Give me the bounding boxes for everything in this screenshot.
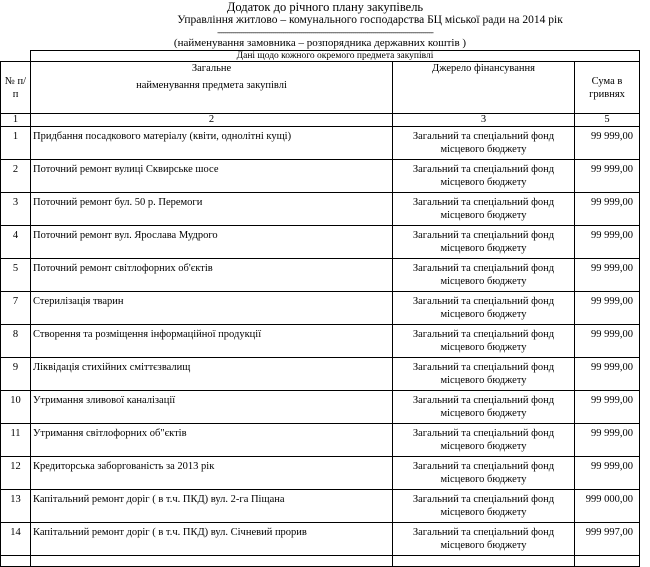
funding-source [393,523,575,556]
table-row [1,259,640,292]
dashed-line: ------------------------------------------------------------------------------------------------------------ [217,27,433,37]
funding-source [393,424,575,457]
row-number: 8 [1,325,31,358]
table-row [1,193,640,226]
row-number: 11 [1,424,31,457]
item-name: Утримання світлофорних об"єктів [31,424,393,457]
funding-source-line2: місцевого бюджету [440,408,527,419]
funding-source [393,259,575,292]
index-row [1,114,640,127]
table-row [1,127,640,160]
amount: 99 999,00 [575,358,640,391]
funding-source-line1: Загальний та спеціальний фонд [412,197,555,208]
table-row [1,358,640,391]
funding-source [393,391,575,424]
row-number: 10 [1,391,31,424]
funding-source-line2: місцевого бюджету [440,309,527,320]
item-name: Утримання зливової каналізації [31,391,393,424]
funding-source [393,490,575,523]
table-row [1,523,640,556]
row-number: 14 [1,523,31,556]
customer-caption: (найменування замовника – розпорядника державних коштів ) [173,37,467,49]
funding-source-line2: місцевого бюджету [440,507,527,518]
funding-source-line1: Загальний та спеціальний фонд [412,395,555,406]
item-name: Капітальний ремонт доріг ( в т.ч. ПКД) вул. 2-га Піщана [31,490,393,523]
row-number: 9 [1,358,31,391]
item-name: Стерилізація тварин [31,292,393,325]
col-name-header-line1: Загальне [191,63,232,74]
col-num-header: № п/п [1,62,31,114]
funding-source-line1: Загальний та спеціальний фонд [412,461,555,472]
amount: 99 999,00 [575,127,640,160]
table-row [1,490,640,523]
funding-source [393,325,575,358]
amount: 99 999,00 [575,424,640,457]
item-name: Поточний ремонт вул. Ярослава Мудрого [31,226,393,259]
funding-source-line2: місцевого бюджету [440,276,527,287]
funding-source [393,127,575,160]
row-number: 2 [1,160,31,193]
funding-source [393,226,575,259]
funding-source-line2: місцевого бюджету [440,177,527,188]
funding-source-line2: місцевого бюджету [440,342,527,353]
funding-source [393,457,575,490]
funding-source [393,160,575,193]
procurement-table [0,50,640,567]
funding-source-line2: місцевого бюджету [440,441,527,452]
table-row [1,424,640,457]
table-row [1,325,640,358]
col-sum-header [575,62,640,114]
subheader-row [1,51,640,62]
item-name: Поточний ремонт світлофорних об'єктів [31,259,393,292]
item-name: Поточний ремонт бул. 50 р. Перемоги [31,193,393,226]
amount: 99 999,00 [575,160,640,193]
col-sum-header-line2: гривнях [589,88,625,100]
amount: 99 999,00 [575,292,640,325]
organization-name: Управління житлово – комунального господарства БЦ міської ради на 2014 рік [177,14,563,26]
funding-source [393,193,575,226]
funding-source-line1: Загальний та спеціальний фонд [412,428,555,439]
amount: 99 999,00 [575,226,640,259]
amount: 99 999,00 [575,325,640,358]
funding-source-line2: місцевого бюджету [440,210,527,221]
funding-source [393,358,575,391]
table-row [1,556,640,567]
table-row [1,226,640,259]
funding-source-line1: Загальний та спеціальний фонд [412,230,555,241]
index-cell: 1 [1,114,31,127]
col-source-header: Джерело фінансування [393,62,575,114]
index-cell: 5 [575,114,640,127]
col-name-header [31,62,393,114]
row-number: 7 [1,292,31,325]
col-name-header-line2: найменування предмета закупівлі [136,80,287,91]
amount: 99 999,00 [575,193,640,226]
item-name: Капітальний ремонт доріг ( в т.ч. ПКД) вул. Січневий прорив [31,523,393,556]
funding-source-line1: Загальний та спеціальний фонд [412,296,555,307]
funding-source-line2: місцевого бюджету [440,144,527,155]
subheader-cell: Дані щодо кожного окремого предмета закупівлі [31,51,640,62]
funding-source-line1: Загальний та спеціальний фонд [412,362,555,373]
item-name: Створення та розміщення інформаційної продукції [31,325,393,358]
funding-source-line1: Загальний та спеціальний фонд [412,164,555,175]
row-number: 13 [1,490,31,523]
amount: 99 999,00 [575,391,640,424]
row-number: 5 [1,259,31,292]
table-row [1,292,640,325]
row-number: 3 [1,193,31,226]
col-sum-header-line1: Сума в [591,75,623,87]
funding-source-line2: місцевого бюджету [440,375,527,386]
funding-source-line1: Загальний та спеціальний фонд [412,494,555,505]
column-header-row [1,62,640,114]
funding-source-line2: місцевого бюджету [440,474,527,485]
amount: 999 000,00 [575,490,640,523]
table-row [1,391,640,424]
item-name: Придбання посадкового матеріалу (квіти, однолітні кущі) [31,127,393,160]
table-row [1,457,640,490]
funding-source-line1: Загальний та спеціальний фонд [412,131,555,142]
document-title: Додаток до річного плану закупівель [226,0,424,14]
item-name: Ліквідація стихійних сміттєзвалищ [31,358,393,391]
index-cell: 2 [31,114,393,127]
funding-source-line2: місцевого бюджету [440,243,527,254]
index-cell: 3 [393,114,575,127]
funding-source [393,292,575,325]
funding-source-line2: місцевого бюджету [440,540,527,551]
table-row [1,160,640,193]
item-name: Кредиторська заборгованість за 2013 рік [31,457,393,490]
funding-source-line1: Загальний та спеціальний фонд [412,329,555,340]
row-number: 1 [1,127,31,160]
funding-source-line1: Загальний та спеціальний фонд [412,527,555,538]
item-name: Поточний ремонт вулиці Сквирське шосе [31,160,393,193]
row-number: 12 [1,457,31,490]
amount: 99 999,00 [575,457,640,490]
row-number: 4 [1,226,31,259]
amount: 999 997,00 [575,523,640,556]
funding-source-line1: Загальний та спеціальний фонд [412,263,555,274]
amount: 99 999,00 [575,259,640,292]
